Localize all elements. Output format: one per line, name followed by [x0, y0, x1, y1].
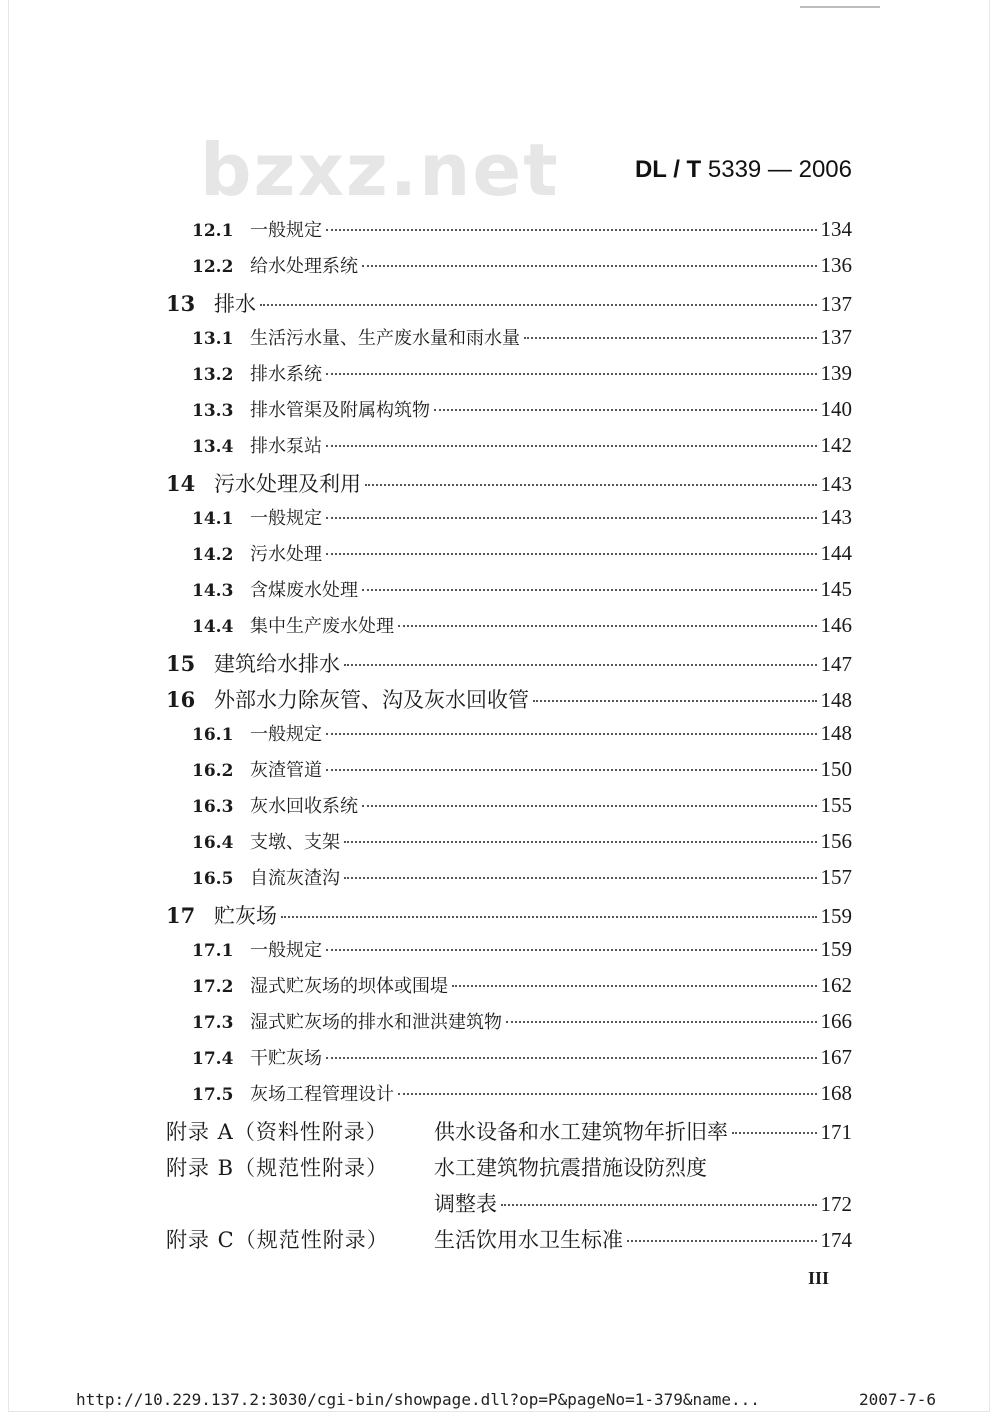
toc-chapter[interactable]	[166, 684, 852, 714]
toc-page: 137	[820, 325, 852, 349]
appendix-entry[interactable]	[166, 1224, 852, 1260]
toc-section[interactable]	[192, 864, 852, 890]
toc-page: 168	[820, 1081, 852, 1105]
toc-number: 16.1	[192, 725, 234, 745]
page-number: III	[808, 1268, 830, 1288]
toc-page: 139	[820, 361, 852, 385]
dot-leader	[398, 625, 817, 627]
toc-section[interactable]	[192, 432, 852, 458]
dot-leader	[326, 733, 817, 735]
toc-section[interactable]	[192, 324, 852, 350]
toc-section[interactable]	[192, 828, 852, 854]
toc-title: 一般规定	[250, 508, 322, 529]
toc-page: 148	[820, 688, 852, 712]
toc-title: 灰水回收系统	[250, 796, 358, 817]
toc-chapter[interactable]	[166, 900, 852, 930]
toc-page: 167	[820, 1045, 852, 1069]
appendix-title-line	[434, 1188, 852, 1218]
browser-footer	[76, 1390, 936, 1409]
toc-page: 143	[820, 472, 852, 496]
toc-page: 156	[820, 829, 852, 853]
toc-page: 137	[820, 292, 852, 316]
toc-page: 144	[820, 541, 852, 565]
dot-leader	[326, 229, 817, 231]
toc-title: 排水	[214, 292, 256, 316]
scan-artifact	[800, 0, 880, 8]
toc-page: 159	[820, 937, 852, 961]
document-code	[612, 156, 852, 184]
toc-title: 生活污水量、生产废水量和雨水量	[250, 328, 520, 349]
toc-page: 145	[820, 577, 852, 601]
toc-page: 134	[820, 217, 852, 241]
toc-title: 一般规定	[250, 940, 322, 961]
dot-leader	[533, 700, 817, 702]
appendix-entry[interactable]	[166, 1152, 852, 1224]
toc-title: 一般规定	[250, 220, 322, 241]
toc-title: 建筑给水排水	[214, 652, 340, 676]
toc-title: 污水处理及利用	[214, 472, 361, 496]
toc-number: 13.1	[192, 329, 234, 349]
toc-number: 14.2	[192, 545, 234, 565]
toc-title: 干贮灰场	[250, 1048, 322, 1069]
appendix-label: 附录 A（资料性附录）	[166, 1120, 388, 1144]
appendix-title-line	[434, 1152, 852, 1182]
appendix-label: 附录 B（规范性附录）	[166, 1156, 389, 1180]
dot-leader	[362, 589, 817, 591]
dot-leader	[326, 553, 817, 555]
toc-number: 17.3	[192, 1013, 234, 1033]
toc-page: 157	[820, 865, 852, 889]
dot-leader	[362, 265, 817, 267]
toc-page: 140	[820, 397, 852, 421]
toc-title: 支墩、支架	[250, 832, 340, 853]
toc-number: 17	[166, 903, 196, 928]
toc-title: 排水管渠及附属构筑物	[250, 400, 430, 421]
dot-leader	[398, 1093, 817, 1095]
toc-number: 16.5	[192, 869, 234, 889]
dot-leader	[524, 337, 817, 339]
toc-number: 16.2	[192, 761, 234, 781]
toc-number: 13.2	[192, 365, 234, 385]
toc-page: 159	[820, 904, 852, 928]
toc-title: 集中生产废水处理	[250, 616, 394, 637]
toc-number: 14.4	[192, 617, 234, 637]
toc-number: 15	[166, 651, 196, 676]
dot-leader	[344, 841, 817, 843]
toc-section[interactable]	[192, 1080, 852, 1106]
toc-number: 17.5	[192, 1085, 234, 1105]
footer-url[interactable]: http://10.229.137.2:3030/cgi-bin/showpage.dll?op=P&pageNo=1-379&name...	[76, 1390, 760, 1409]
appendix-page: 171	[820, 1120, 852, 1144]
document-code-number: 5339 — 2006	[707, 156, 852, 183]
toc-section[interactable]	[192, 972, 852, 998]
toc-section[interactable]	[192, 1008, 852, 1034]
appendix-title: 调整表	[434, 1192, 497, 1216]
toc-section[interactable]	[192, 252, 852, 278]
toc-number: 12.2	[192, 257, 234, 277]
dot-leader	[434, 409, 817, 411]
toc-page: 150	[820, 757, 852, 781]
dot-leader	[506, 1021, 817, 1023]
toc-chapter[interactable]	[166, 468, 852, 498]
watermark: bzxz.net	[200, 128, 560, 212]
toc-title: 含煤废水处理	[250, 580, 358, 601]
toc-page: 155	[820, 793, 852, 817]
dot-leader	[326, 373, 817, 375]
toc-title: 贮灰场	[214, 904, 277, 928]
toc-page: 143	[820, 505, 852, 529]
toc-page: 162	[820, 973, 852, 997]
appendix-title: 水工建筑物抗震措施设防烈度	[434, 1156, 707, 1180]
dot-leader	[501, 1204, 817, 1206]
toc-number: 17.4	[192, 1049, 234, 1069]
dot-leader	[260, 304, 817, 306]
toc-section[interactable]	[192, 216, 852, 242]
toc-title: 排水系统	[250, 364, 322, 385]
appendix-entry[interactable]	[166, 1116, 852, 1152]
dot-leader	[281, 916, 817, 918]
toc-title: 污水处理	[250, 544, 322, 565]
appendix-page: 174	[820, 1228, 852, 1252]
dot-leader	[344, 664, 817, 666]
dot-leader	[732, 1132, 817, 1134]
appendix-page: 172	[820, 1192, 852, 1216]
toc-page: 142	[820, 433, 852, 457]
toc-title: 湿式贮灰场的坝体或围堤	[250, 976, 448, 997]
toc-section[interactable]	[192, 792, 852, 818]
toc-section[interactable]	[192, 936, 852, 962]
appendix-title-line	[434, 1116, 852, 1146]
toc-title: 排水泵站	[250, 436, 322, 457]
toc-page: 166	[820, 1009, 852, 1033]
appendix-title: 生活饮用水卫生标准	[434, 1228, 623, 1252]
toc-section[interactable]	[192, 756, 852, 782]
toc-number: 14.1	[192, 509, 234, 529]
appendix-title-line	[434, 1224, 852, 1254]
document-code-prefix: DL / T	[634, 156, 702, 183]
dot-leader	[362, 805, 817, 807]
toc-number: 13.3	[192, 401, 234, 421]
toc-section[interactable]	[192, 396, 852, 422]
toc-number: 17.2	[192, 977, 234, 997]
toc-section[interactable]	[192, 1044, 852, 1070]
dot-leader	[344, 877, 817, 879]
toc-number: 13	[166, 291, 196, 316]
dot-leader	[326, 769, 817, 771]
toc-section[interactable]	[192, 540, 852, 566]
appendix-title: 供水设备和水工建筑物年折旧率	[434, 1120, 728, 1144]
toc-title: 自流灰渣沟	[250, 868, 340, 889]
appendix-label: 附录 C（规范性附录）	[166, 1228, 389, 1252]
toc-section[interactable]	[192, 576, 852, 602]
toc-title: 湿式贮灰场的排水和泄洪建筑物	[250, 1012, 502, 1033]
toc-section[interactable]	[192, 720, 852, 746]
dot-leader	[326, 949, 817, 951]
toc-page: 147	[820, 652, 852, 676]
toc-title: 一般规定	[250, 724, 322, 745]
dot-leader	[452, 985, 817, 987]
toc-chapter[interactable]	[166, 648, 852, 678]
toc-section[interactable]	[192, 612, 852, 638]
toc-number: 12.1	[192, 221, 234, 241]
dot-leader	[326, 445, 817, 447]
toc-number: 13.4	[192, 437, 234, 457]
toc-title: 灰场工程管理设计	[250, 1084, 394, 1105]
dot-leader	[365, 484, 817, 486]
toc-section[interactable]	[192, 360, 852, 386]
toc-page: 148	[820, 721, 852, 745]
toc-title: 给水处理系统	[250, 256, 358, 277]
footer-date: 2007-7-6	[858, 1390, 936, 1409]
toc-title: 外部水力除灰管、沟及灰水回收管	[214, 688, 529, 712]
toc-number: 16.3	[192, 797, 234, 817]
dot-leader	[326, 1057, 817, 1059]
toc-number: 16	[166, 687, 196, 712]
toc-number: 14.3	[192, 581, 234, 601]
toc-number: 17.1	[192, 941, 234, 961]
toc-page: 136	[820, 253, 852, 277]
toc-page: 146	[820, 613, 852, 637]
toc-number: 14	[166, 471, 196, 496]
toc-title: 灰渣管道	[250, 760, 322, 781]
toc-section[interactable]	[192, 504, 852, 530]
toc-number: 16.4	[192, 833, 234, 853]
toc-chapter[interactable]	[166, 288, 852, 318]
dot-leader	[627, 1240, 817, 1242]
dot-leader	[326, 517, 817, 519]
